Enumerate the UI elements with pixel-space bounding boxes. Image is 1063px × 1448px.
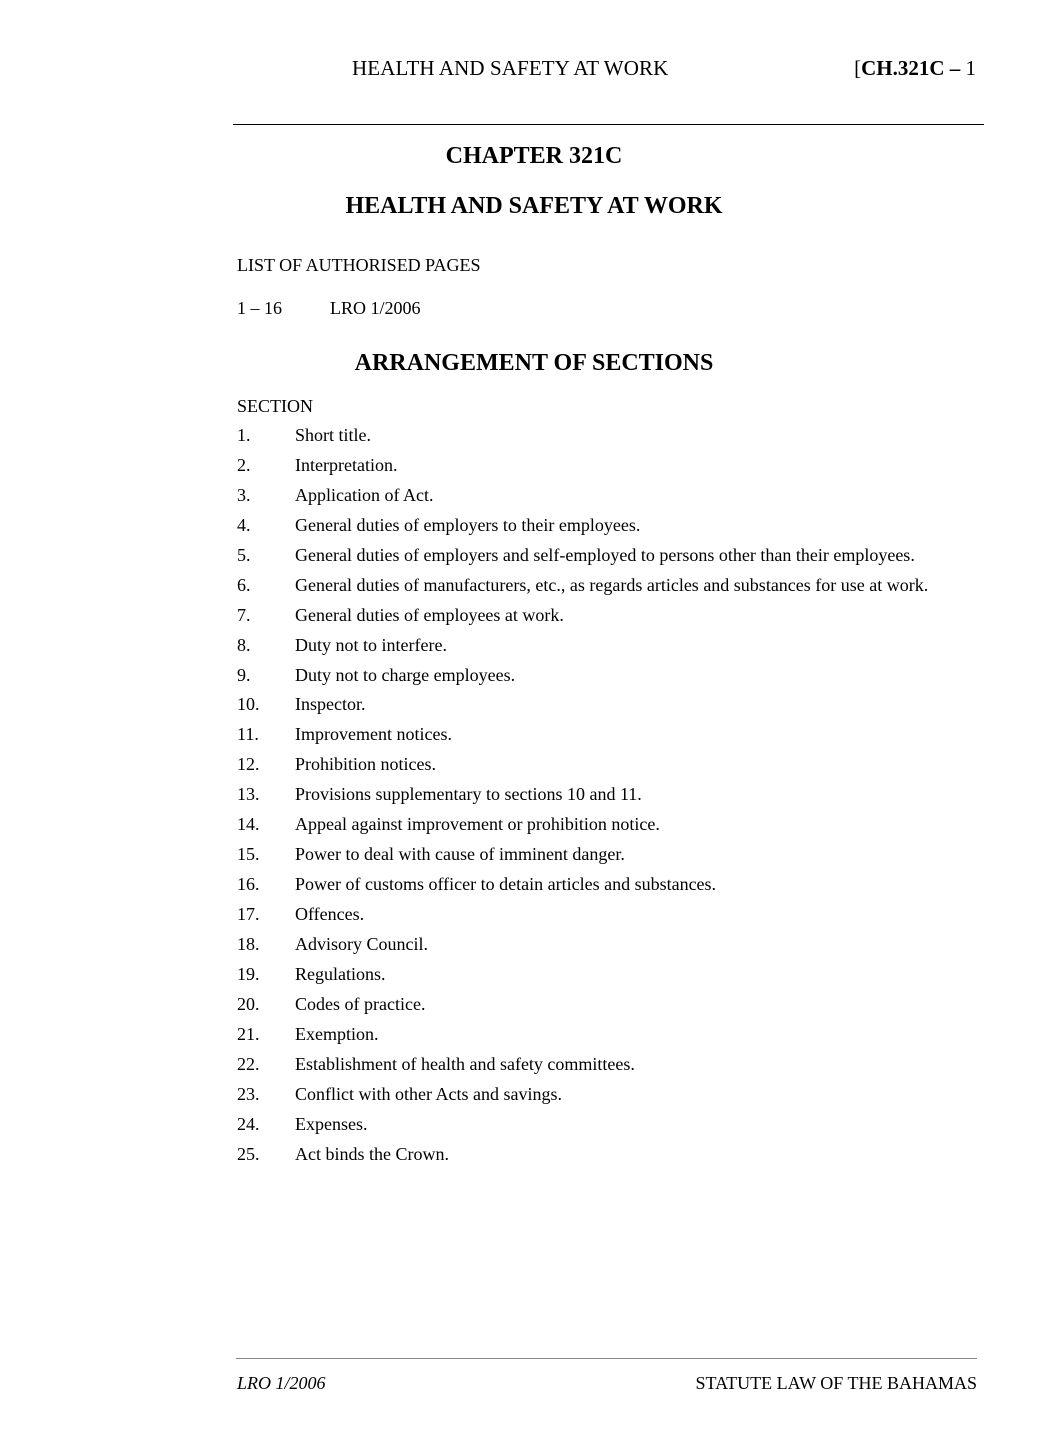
section-number: 12. (237, 754, 260, 775)
chapter-heading: CHAPTER 321C (445, 143, 623, 169)
section-number: 10. (237, 694, 260, 715)
header-rule (233, 124, 984, 125)
section-number: 14. (237, 814, 260, 835)
section-title: Codes of practice. (295, 993, 426, 1014)
section-number: 13. (237, 784, 260, 805)
section-number: 1. (237, 425, 251, 445)
section-number: 2. (237, 454, 251, 475)
section-title: Interpretation. (295, 454, 398, 475)
section-number: 11. (237, 724, 259, 745)
section-number: 7. (237, 604, 251, 625)
section-title: General duties of employers and self-employed to persons other than their employees. (295, 544, 915, 565)
section-number: 9. (237, 664, 251, 685)
arrangement-heading: ARRANGEMENT OF SECTIONS (354, 350, 714, 376)
section-title: Prohibition notices. (295, 754, 436, 775)
running-header-chapter-ref (854, 56, 976, 81)
section-number: 8. (237, 634, 251, 655)
section-title: Power to deal with cause of imminent danger. (295, 844, 625, 865)
section-number: 22. (237, 1053, 260, 1074)
section-number: 21. (237, 1023, 260, 1044)
section-title: Short title. (295, 425, 371, 445)
section-number: 16. (237, 874, 260, 895)
section-title: Provisions supplementary to sections 10 and 11. (295, 784, 642, 805)
section-number: 3. (237, 484, 251, 505)
section-title: Expenses. (295, 1113, 368, 1134)
authorised-pages-heading: LIST OF AUTHORISED PAGES (237, 255, 481, 275)
authorised-pages-range: 1 – 16 (237, 298, 282, 318)
section-title: General duties of manufacturers, etc., as regards articles and substances for use at work. (295, 574, 929, 595)
section-title: Power of customs officer to detain articles and substances. (295, 874, 717, 895)
section-number: 6. (237, 574, 251, 595)
running-header-title: HEALTH AND SAFETY AT WORK (352, 56, 669, 80)
section-title: Duty not to interfere. (295, 634, 447, 655)
section-column-label: SECTION (237, 396, 313, 416)
footer-publication: STATUTE LAW OF THE BAHAMAS (695, 1373, 977, 1393)
authorised-pages-lro: LRO 1/2006 (330, 298, 421, 318)
section-title: Offences. (295, 904, 365, 924)
section-number: 24. (237, 1113, 260, 1134)
section-number: 19. (237, 963, 260, 984)
header-page-number: 1 (965, 56, 976, 80)
section-title: Advisory Council. (295, 933, 428, 954)
section-title: Act binds the Crown. (295, 1143, 449, 1164)
header-ref-chapter: CH.321C (861, 56, 945, 80)
section-number: 18. (237, 933, 260, 954)
section-title: General duties of employees at work. (295, 604, 564, 625)
footer-lro: LRO 1/2006 (237, 1373, 326, 1393)
section-title: Application of Act. (295, 484, 434, 505)
section-number: 17. (237, 904, 260, 924)
section-title: Regulations. (295, 963, 386, 984)
section-title: Duty not to charge employees. (295, 664, 516, 685)
section-title: Exemption. (295, 1023, 379, 1044)
section-number: 5. (237, 544, 251, 565)
header-ref-bracket: [ (854, 56, 862, 80)
footer-rule (236, 1358, 977, 1359)
section-number: 4. (237, 514, 251, 535)
act-title: HEALTH AND SAFETY AT WORK (345, 193, 723, 219)
header-ref-dash: – (944, 56, 966, 80)
section-title: Appeal against improvement or prohibition notice. (295, 814, 660, 835)
section-number: 15. (237, 844, 260, 865)
section-title: Improvement notices. (295, 724, 452, 745)
section-number: 20. (237, 993, 260, 1014)
section-number: 23. (237, 1083, 260, 1104)
section-number: 25. (237, 1143, 260, 1164)
section-title: General duties of employers to their employees. (295, 514, 641, 535)
section-title: Inspector. (295, 694, 366, 715)
section-title: Establishment of health and safety committees. (295, 1053, 635, 1074)
section-title: Conflict with other Acts and savings. (295, 1083, 562, 1104)
